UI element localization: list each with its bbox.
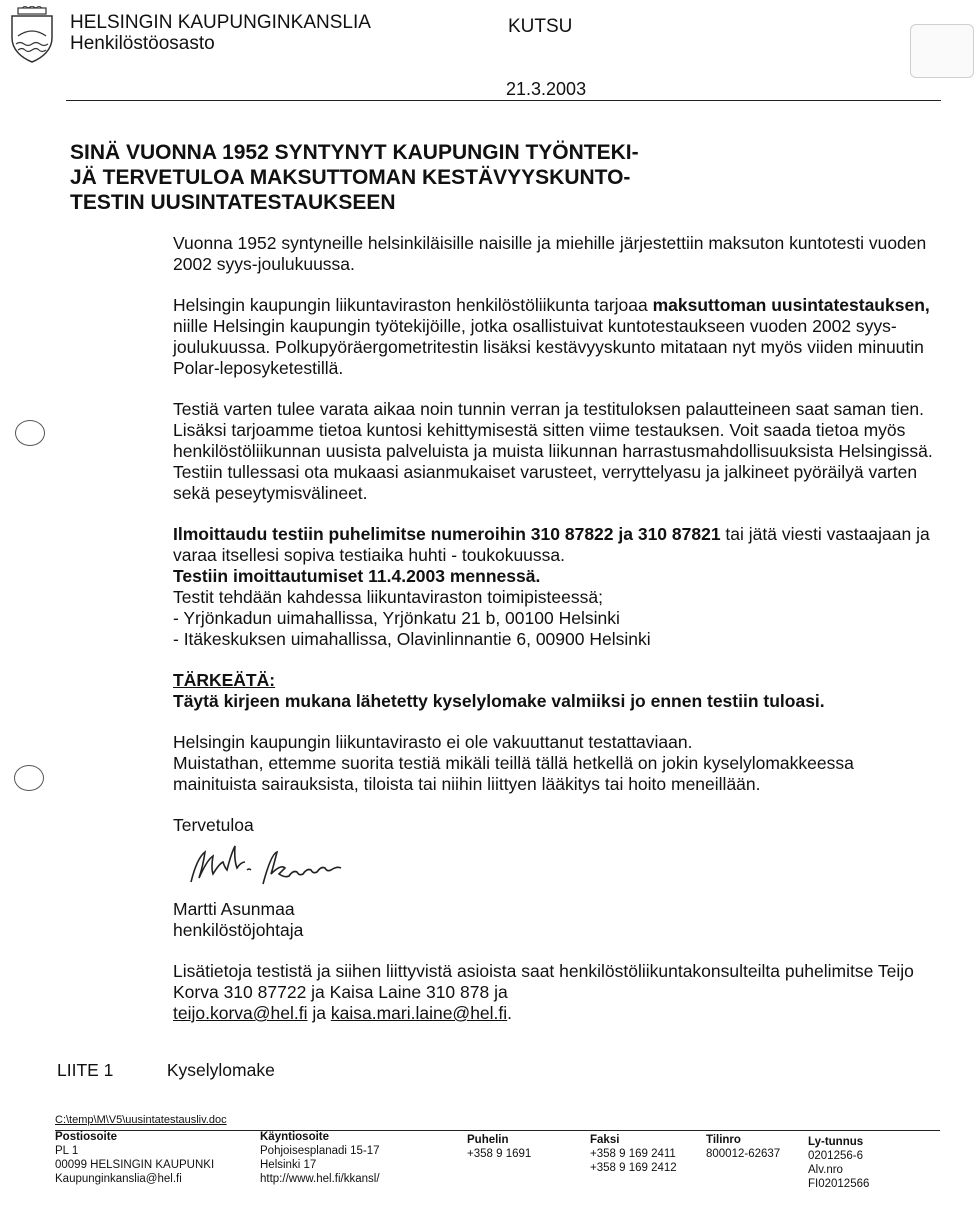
contact-info: Lisätietoja testistä ja siihen liittyvistä asioista saat henkilöstöliikuntakonsulteilta puhelimitse Teijo Korva 310 87722 ja Kaisa Laine 310 878 ja teijo.korva@hel.fi ja kaisa.mari.laine@hel.fi. [173, 961, 914, 1023]
heading-line-2: JÄ TERVETULOA MAKSUTTOMAN KESTÄVYYSKUNTO- [70, 166, 631, 189]
punch-hole [14, 765, 44, 791]
org-line-2: Henkilöstöosasto [70, 33, 215, 54]
footer-website-link[interactable]: http://www.hel.fi/kkansl/ [260, 1173, 380, 1185]
footer-phone: Puhelin +358 9 1691 [467, 1134, 532, 1160]
offer-pre: Helsingin kaupungin liikuntaviraston henkilöstöliikunta tarjoaa [173, 295, 653, 315]
offer-post: niille Helsingin kaupungin työtekijöille, jotka osallistuivat kuntotestaukseen vuoden 2002 syys-joulukuussa. Polkupyöräergometritestin lisäksi kestävyyskunto mitataan nyt myös viiden minuutin Polar-leposyketestillä. [173, 316, 924, 378]
file-path: C:\temp\M\V5\uusintatestausliv.doc [55, 1114, 227, 1126]
paragraph-test-info: Testiä varten tulee varata aikaa noin tunnin verran ja testituloksen palautteineen saat saman tien. Lisäksi tarjoamme tietoa kuntosi kehittymisestä sitten viime testauksen. Voit saada tietoa myös henkilöstöliikunnan uusista palveluista ja muista liikunnan harrastusmahdollisuuksista Helsingissä. [173, 399, 933, 461]
location-1: - Yrjönkadun uimahallissa, Yrjönkatu 21 b, 00100 Helsinki [173, 608, 620, 628]
document-date: 21.3.2003 [506, 79, 587, 99]
important-title: TÄRKEÄTÄ: [173, 670, 276, 690]
footer-postal: Postiosoite PL 1 00099 HELSINGIN KAUPUNKI Kaupunginkanslia@hel.fi [55, 1131, 215, 1185]
signer-name: Martti Asunmaa [173, 899, 295, 919]
letter-heading [70, 140, 790, 215]
paragraph-equipment: Testiin tullessasi ota mukaasi asianmukaiset varusteet, verryttelyasu ja jalkineet pyöräilyä varten sekä peseytymisvälineet. [173, 462, 918, 503]
attachment-label: LIITE 1 [57, 1060, 114, 1080]
signup-deadline: Testiin imoittautumiset 11.4.2003 mennessä. [173, 566, 541, 586]
footer-visit: Käyntiosoite Pohjoisesplanadi 15-17 Helsinki 17 http://www.hel.fi/kkansl/ [260, 1131, 380, 1185]
footer-account: Tilinro 800012-62637 [706, 1134, 781, 1160]
closing-greeting: Tervetuloa [173, 815, 254, 835]
attachment-name: Kyselylomake [166, 1060, 275, 1080]
offer-bold: maksuttoman uusintatestauksen, [652, 295, 930, 315]
email-link-teijo[interactable]: teijo.korva@hel.fi [173, 1003, 308, 1023]
insurance-line-2: Muistathan, ettemme suorita testiä mikäli teillä tällä hetkellä on jokin kyselylomakkeessa mainituista sairauksista, tiloista tai niihin liittyen lääkitys tai hoito meneillään. [173, 753, 854, 794]
contact-text: Lisätietoja testistä ja siihen liittyvistä asioista saat henkilöstöliikuntakonsulteilta puhelimitse Teijo Korva 310 87722 ja Kaisa Laine 310 878 ja [173, 961, 914, 1002]
scan-tab-mark [910, 24, 974, 78]
signup-post: tai jätä viesti vastaajaan ja varaa itsellesi sopiva testiaika huhti - toukokuussa. [173, 524, 930, 565]
header-divider [66, 100, 941, 101]
insurance-line-1: Helsingin kaupungin liikuntavirasto ei ole vakuuttanut testattaviaan. [173, 732, 693, 752]
paragraph-signup [173, 524, 938, 566]
locations-intro: Testit tehdään kahdessa liikuntaviraston toimipisteessä; [173, 587, 603, 607]
footer-business-id: Ly-tunnus 0201256-6 Alv.nro FI02012566 [808, 1136, 870, 1190]
attachment-line [57, 1060, 275, 1081]
paragraph-intro: Vuonna 1952 syntyneille helsinkiläisille naisille ja miehille järjestettiin maksuton kuntotesti vuoden 2002 syys-joulukuussa. [173, 233, 927, 274]
signer-title: henkilöstöjohtaja [173, 920, 304, 940]
email-link-kaisa[interactable]: kaisa.mari.laine@hel.fi [330, 1003, 508, 1023]
helsinki-crest-logo-icon [8, 6, 56, 64]
location-2: - Itäkeskuksen uimahallissa, Olavinlinnantie 6, 00900 Helsinki [173, 629, 651, 649]
handwritten-signature [177, 844, 377, 888]
important-text: Täytä kirjeen mukana lähetetty kyselylomake valmiiksi jo ennen testiin tuloasi. [173, 691, 825, 711]
heading-line-1: SINÄ VUONNA 1952 SYNTYNYT KAUPUNGIN TYÖNTEKI- [70, 141, 639, 164]
letter-body [173, 233, 938, 1024]
organization-name [70, 12, 371, 54]
punch-hole [15, 420, 45, 446]
org-line-1: HELSINGIN KAUPUNGINKANSLIA [70, 12, 371, 33]
footer-fax: Faksi +358 9 169 2411 +358 9 169 2412 [590, 1134, 677, 1174]
heading-line-3: TESTIN UUSINTATESTAUKSEEN [70, 191, 396, 214]
paragraph-offer [173, 295, 938, 379]
signup-bold: Ilmoittaudu testiin puhelimitse numeroihin 310 87822 ja 310 87821 [173, 524, 721, 544]
document-type: KUTSU [508, 16, 573, 37]
